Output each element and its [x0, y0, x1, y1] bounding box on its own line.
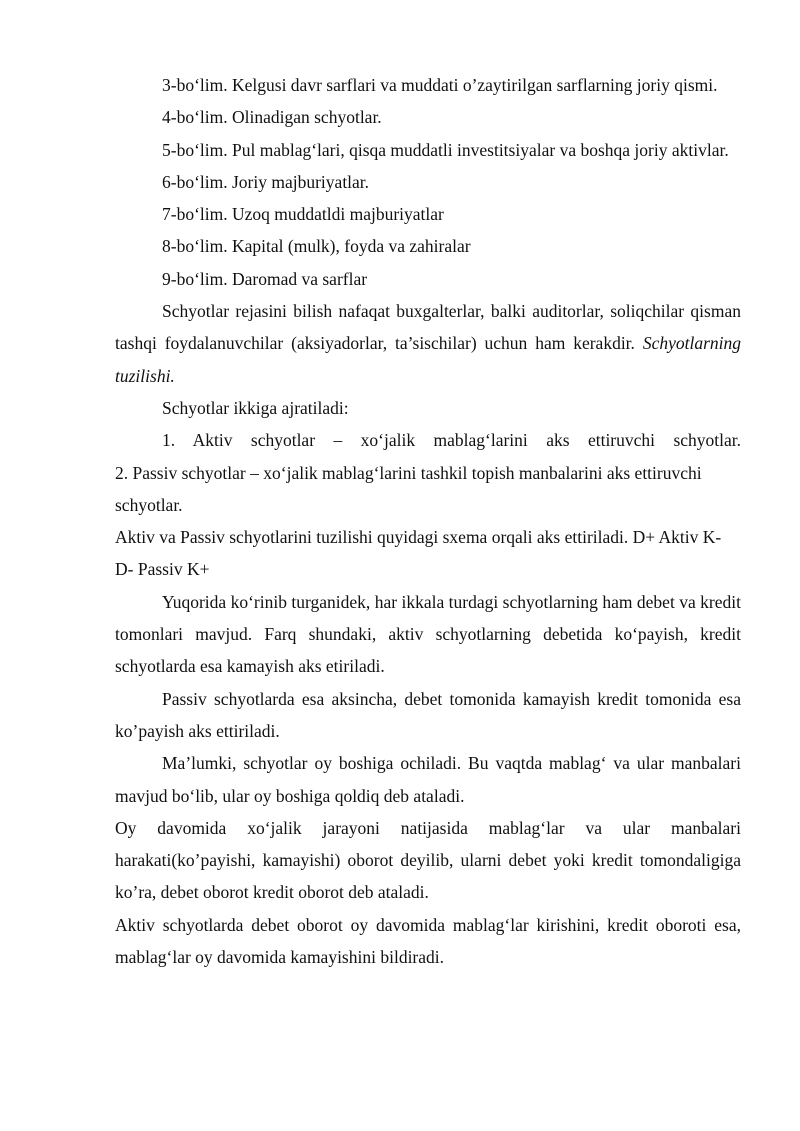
- paragraph-section-5: 5-bo‘lim. Pul mablag‘lari, qisqa muddatli investitsiyalar va boshqa joriy aktivlar.: [162, 139, 729, 160]
- paragraph-passive-accounts: 2. Passiv schyotlar – xo‘jalik mablag‘larini tashkil topish manbalarini aks ettiruvchi schyotlar.: [115, 462, 702, 515]
- paragraph-section-3: 3-bo‘lim. Kelgusi davr sarflari va muddati o’zaytirilgan sarflarning joriy qismi.: [162, 75, 718, 95]
- paragraph-section-8: 8-bo‘lim. Kapital (mulk), foyda va zahiralar: [162, 236, 471, 257]
- paragraph-accounts-plan: [115, 295, 741, 392]
- paragraph-debit-credit-sides: Yuqorida ko‘rinib turganidek, har ikkala turdagi schyotlarning ham debet va kredit tomonlari mavjud. Farq shundaki, aktiv schyotlarning debetida ko‘payish, kredit schyotlarda esa kamayish aks etiriladi.: [115, 591, 741, 677]
- accounts-structure-heading: Schyotlarning tuzilishi.: [115, 333, 741, 386]
- paragraph-accounts-plan-text: Schyotlar rejasini bilish nafaqat buxgalterlar, balki auditorlar, soliqchilar qisman tashqi foydalanuvchilar (aksiyadorlar, ta’sischilar) uchun ham kerakdir.: [115, 301, 741, 354]
- paragraph-accounts-split: Schyotlar ikkiga ajratiladi:: [162, 397, 349, 418]
- paragraph-active-accounts: 1. Aktiv schyotlar – xo‘jalik mablag‘larini aks ettiruvchi schyotlar.: [162, 430, 741, 451]
- paragraph-section-7: 7-bo‘lim. Uzoq muddatldi majburiyatlar: [162, 204, 444, 225]
- paragraph-section-4: 4-bo‘lim. Olinadigan schyotlar.: [162, 107, 382, 128]
- paragraph-month-start: Ma’lumki, schyotlar oy boshiga ochiladi. Bu vaqtda mablag‘ va ular manbalari mavjud bo‘lib, ular oy boshiga qoldiq deb ataladi.: [115, 753, 741, 806]
- paragraph-passive-opposite: Passiv schyotlarda esa aksincha, debet tomonida kamayish kredit tomonida esa ko’payish aks ettiriladi.: [115, 688, 741, 741]
- paragraph-section-6: 6-bo‘lim. Joriy majburiyatlar.: [162, 171, 370, 192]
- paragraph-section-9: 9-bo‘lim. Daromad va sarflar: [162, 268, 368, 289]
- document-body: [115, 69, 741, 973]
- paragraph-turnover: Oy davomida xo‘jalik jarayoni natijasida mablag‘lar va ular manbalari harakati(ko’payishi, kamayishi) oborot deyilib, ularni debet yoki kredit tomondaligiga ko’ra, debet oborot kredit oborot deb ataladi.: [115, 817, 741, 903]
- paragraph-scheme: Aktiv va Passiv schyotlarini tuzilishi quyidagi sxema orqali aks ettiriladi. D+ Aktiv K- D- Passiv K+: [115, 527, 722, 580]
- paragraph-active-turnover: Aktiv schyotlarda debet oborot oy davomida mablag‘lar kirishini, kredit oboroti esa, mablag‘lar oy davomida kamayishini bildiradi.: [115, 914, 741, 968]
